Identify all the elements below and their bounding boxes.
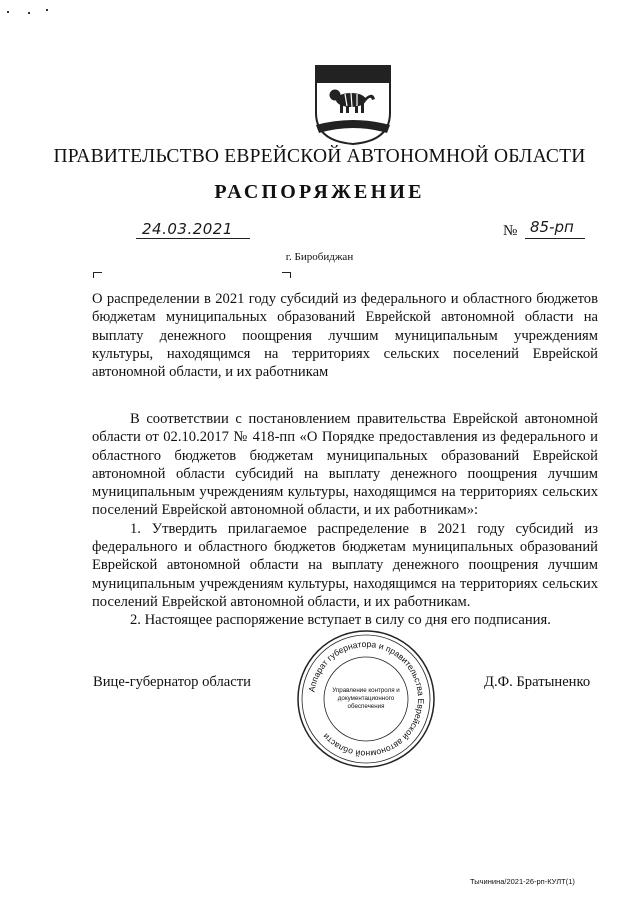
scan-mark [46,9,48,11]
document-date: 24.03.2021 [142,220,233,238]
signer-name: Д.Ф. Братыненко [484,674,591,690]
stamp-inner-line-3: обеспечения [347,703,385,710]
document-body [92,410,598,630]
scan-mark [7,11,9,13]
government-title: ПРАВИТЕЛЬСТВО ЕВРЕЙСКОЙ АВТОНОМНОЙ ОБЛАСТИ [53,146,586,167]
body-paragraph-preamble: В соответствии с постановлением правительства Еврейской автономной области от 02.10.2017 № 418-пп «О Порядке предоставления из федерального и областного бюджетов бюджетам муниципальных образований Еврейской автономной области субсидий на выплату денежного поощрения лучшим муниципальным учреждениям культуры, находящимся на территориях сельских поселений Еврейской автономной области, и их работникам»: [92,411,598,519]
stamp-inner-line-2: документационного [337,695,395,702]
subject-corner-right [282,272,291,278]
date-underline [136,238,250,239]
stamp-outer-text: Аппарат губернатора и правительства Еврейской автономной области [306,638,427,760]
body-paragraph-item-1: 1. Утвердить прилагаемое распределение в 2021 году субсидий из федерального и областного бюджетов бюджетам муниципальных образований Еврейской автономной области на выплату денежного поощрения лучшим муниципальным учреждениям культуры, находящимся на территориях сельских поселений Еврейской автономной области, и их работникам. [92,520,598,610]
subject-corner-left [93,272,102,278]
stamp-inner-line-1: Управление контроля и [332,687,400,694]
footer-reference: Тычинина/2021-26-рп-КУЛТ(1) [470,877,575,886]
document-type-heading: РАСПОРЯЖЕНИЕ [214,181,425,203]
official-stamp [295,628,437,770]
scan-mark [28,12,30,14]
document-subject: О распределении в 2021 году субсидий из федерального и областного бюджетов бюджетам муниципальных образований Еврейской автономной области на выплату денежного поощрения лучшим муниципальным учреждениям культуры, находящимся на территориях сельских поселений Еврейской автономной области, и их работникам [92,291,598,381]
city-line: г. Биробиджан [285,251,354,263]
body-paragraph-item-2: 2. Настоящее распоряжение вступает в силу со дня его подписания. [130,612,551,629]
signer-position: Вице-губернатор области [93,674,251,690]
coat-of-arms-emblem [313,63,393,146]
number-underline [525,238,585,239]
number-label: № [503,223,518,239]
document-number: 85-рп [530,218,574,236]
